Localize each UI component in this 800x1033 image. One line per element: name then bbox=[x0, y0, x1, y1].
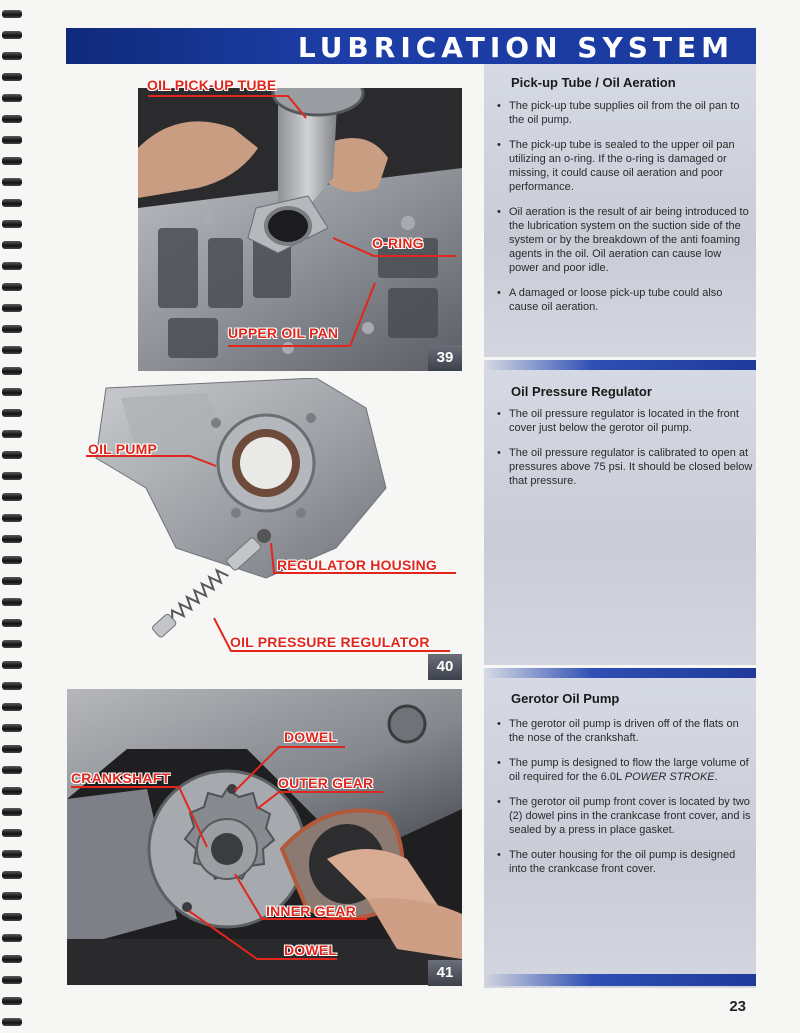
spiral-coil bbox=[2, 745, 22, 753]
bullet-item: • The pump is designed to flow the large volume of oil required for the 6.0L POWER STROKE. bbox=[495, 756, 751, 784]
bullet-item: • The gerotor oil pump front cover is located by two (2) dowel pins in the crankcase front cover, and is sealed by a press in place gasket. bbox=[495, 795, 751, 837]
bullet-item: • The oil pressure regulator is calibrated to open at pressures above 75 psi. It should be closed below that pressure. bbox=[495, 446, 753, 488]
section-title-gerotor-oil-pump: Gerotor Oil Pump bbox=[511, 691, 620, 706]
spiral-coil bbox=[2, 136, 22, 144]
spiral-coil bbox=[2, 724, 22, 732]
spiral-coil bbox=[2, 598, 22, 606]
spiral-coil bbox=[2, 325, 22, 333]
spiral-coil bbox=[2, 766, 22, 774]
spiral-coil bbox=[2, 157, 22, 165]
spiral-coil bbox=[2, 997, 22, 1005]
spiral-coil bbox=[2, 619, 22, 627]
header-bar bbox=[66, 28, 756, 64]
callout-outer-gear: OUTER GEAR bbox=[278, 775, 374, 791]
panel-oil-pressure-regulator bbox=[484, 360, 756, 665]
spiral-coil bbox=[2, 493, 22, 501]
spiral-coil bbox=[2, 409, 22, 417]
spiral-coil bbox=[2, 871, 22, 879]
bottom-rule bbox=[484, 974, 756, 986]
spiral-coil bbox=[2, 913, 22, 921]
spiral-coil bbox=[2, 892, 22, 900]
bullet-item: • The oil pressure regulator is located in the front cover just below the gerotor oil pump. bbox=[495, 407, 753, 435]
callout-dowel-top: DOWEL bbox=[284, 729, 338, 745]
spiral-coil bbox=[2, 199, 22, 207]
spiral-coil bbox=[2, 262, 22, 270]
spiral-coil bbox=[2, 430, 22, 438]
spiral-coil bbox=[2, 73, 22, 81]
spiral-coil bbox=[2, 955, 22, 963]
callout-regulator-housing: REGULATOR HOUSING bbox=[277, 557, 437, 573]
spiral-coil bbox=[2, 52, 22, 60]
spiral-coil bbox=[2, 115, 22, 123]
spiral-coil bbox=[2, 367, 22, 375]
panel-divider bbox=[484, 360, 756, 370]
panel-divider bbox=[484, 668, 756, 678]
spiral-coil bbox=[2, 346, 22, 354]
spiral-coil bbox=[2, 220, 22, 228]
spiral-coil bbox=[2, 976, 22, 984]
spiral-coil bbox=[2, 1018, 22, 1026]
photo-41-leader-lines bbox=[67, 689, 462, 985]
bullet-item: • The gerotor oil pump is driven off of the flats on the nose of the crankshaft. bbox=[495, 717, 751, 745]
photo-40-leader-lines bbox=[86, 378, 462, 673]
bullet-item: • The pick-up tube supplies oil from the oil pan to the oil pump. bbox=[495, 99, 751, 127]
spiral-coil bbox=[2, 10, 22, 18]
spiral-coil bbox=[2, 850, 22, 858]
callout-oil-pump: OIL PUMP bbox=[88, 441, 158, 457]
spiral-coil bbox=[2, 829, 22, 837]
page-number: 23 bbox=[729, 998, 746, 1015]
spiral-coil bbox=[2, 472, 22, 480]
spiral-coil bbox=[2, 451, 22, 459]
bullet-item: • The outer housing for the oil pump is designed into the crankcase front cover. bbox=[495, 848, 751, 876]
callout-inner-gear: INNER GEAR bbox=[266, 903, 356, 919]
spiral-coil bbox=[2, 787, 22, 795]
callout-dowel-bottom: DOWEL bbox=[284, 942, 338, 958]
spiral-coil bbox=[2, 535, 22, 543]
callout-crankshaft: CRANKSHAFT bbox=[71, 770, 171, 786]
spiral-coil bbox=[2, 703, 22, 711]
spiral-coil bbox=[2, 514, 22, 522]
spiral-coil bbox=[2, 661, 22, 669]
bullet-list-gerotor-oil-pump bbox=[495, 717, 751, 887]
bullet-list-pickup-tube bbox=[495, 99, 751, 325]
callout-oil-pressure-regulator: OIL PRESSURE REGULATOR bbox=[230, 634, 430, 650]
page-title: LUBRICATION SYSTEM bbox=[297, 31, 734, 64]
spiral-coil bbox=[2, 682, 22, 690]
section-title-oil-pressure-regulator: Oil Pressure Regulator bbox=[511, 384, 652, 399]
callout-o-ring: O-RING bbox=[372, 235, 424, 251]
spiral-coil bbox=[2, 241, 22, 249]
callout-oil-pickup-tube: OIL PICK-UP TUBE bbox=[147, 77, 277, 93]
bullet-item: • The pick-up tube is sealed to the upper oil pan utilizing an o-ring. If the o-ring is damaged or missing, it could cause oil aeration and poor performance. bbox=[495, 138, 751, 194]
photo-number-39: 39 bbox=[428, 345, 462, 371]
spiral-coil bbox=[2, 388, 22, 396]
spiral-coil bbox=[2, 178, 22, 186]
spiral-coil bbox=[2, 304, 22, 312]
spiral-coil bbox=[2, 934, 22, 942]
spiral-coil bbox=[2, 577, 22, 585]
spiral-coil bbox=[2, 94, 22, 102]
bullet-item: • Oil aeration is the result of air being introduced to the lubrication system on the suction side of the system or by the breakdown of the anti foaming agents in the oil. Oil aeration can cause low power and poor idle. bbox=[495, 205, 751, 275]
photo-number-41: 41 bbox=[428, 960, 462, 986]
bullet-list-oil-pressure-regulator bbox=[495, 407, 753, 499]
section-title-pickup-tube: Pick-up Tube / Oil Aeration bbox=[511, 75, 676, 90]
spiral-coil bbox=[2, 31, 22, 39]
photo-number-40: 40 bbox=[428, 654, 462, 680]
bullet-item: • A damaged or loose pick-up tube could also cause oil aeration. bbox=[495, 286, 751, 314]
spiral-coil bbox=[2, 556, 22, 564]
power-stroke-emphasis: POWER STROKE bbox=[624, 771, 715, 783]
spiral-coil bbox=[2, 808, 22, 816]
spiral-binding bbox=[0, 0, 24, 1033]
spiral-coil bbox=[2, 640, 22, 648]
photo-39-leader-lines bbox=[138, 88, 462, 371]
spiral-coil bbox=[2, 283, 22, 291]
callout-upper-oil-pan: UPPER OIL PAN bbox=[228, 325, 339, 341]
